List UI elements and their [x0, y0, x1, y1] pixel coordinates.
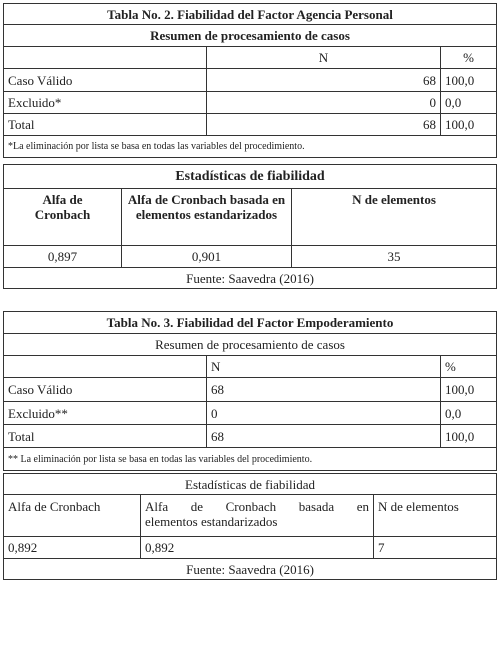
- tabla-2-title: Tabla No. 2. Fiabilidad del Factor Agencia Personal: [4, 4, 497, 25]
- tabla-2-resumen: [3, 3, 497, 158]
- tabla-3-v-alfa: 0,892: [4, 537, 141, 559]
- tabla-3-fuente: Fuente: Saavedra (2016): [4, 559, 497, 580]
- tabla-3-row-label: Caso Válido: [4, 378, 207, 402]
- tabla-3-header-n: N: [207, 356, 441, 378]
- tabla-2-v-alfa: 0,897: [4, 246, 122, 268]
- tabla-2-row-n: 68: [207, 69, 441, 92]
- tabla-2-row-pct: 0,0: [441, 92, 497, 114]
- tabla-2-header-pct: %: [441, 47, 497, 69]
- tabla-3-row-label: Total: [4, 425, 207, 448]
- tabla-2-header-empty: [4, 47, 207, 69]
- tabla-2-row-n: 68: [207, 114, 441, 136]
- tabla-3-resumen-title: Resumen de procesamiento de casos: [4, 334, 497, 356]
- tabla-2-v-n-elem: 35: [292, 246, 497, 268]
- tabla-3-header-pct: %: [441, 356, 497, 378]
- tabla-2-row-pct: 100,0: [441, 69, 497, 92]
- tabla-3-title: Tabla No. 3. Fiabilidad del Factor Empoderamiento: [4, 312, 497, 334]
- tabla-3-row-pct: 100,0: [441, 378, 497, 402]
- tabla-2-row-label: Excluido*: [4, 92, 207, 114]
- tabla-2-row-label: Total: [4, 114, 207, 136]
- tabla-3-estad-title: Estadísticas de fiabilidad: [4, 474, 497, 495]
- tabla-3-row-label: Excluido**: [4, 402, 207, 425]
- tabla-3-estadisticas: [3, 473, 497, 580]
- tabla-3-h-alfa-est: [141, 495, 374, 537]
- tabla-2-v-alfa-est: 0,901: [122, 246, 292, 268]
- tabla-3-v-n-elem: 7: [374, 537, 497, 559]
- tabla-3-header-empty: [4, 356, 207, 378]
- tabla-2-note: *La eliminación por lista se basa en todas las variables del procedimiento.: [4, 136, 497, 158]
- tabla-3-row-n: 0: [207, 402, 441, 425]
- tabla-3-h-n-elem: N de elementos: [374, 495, 497, 537]
- tabla-2-row-label: Caso Válido: [4, 69, 207, 92]
- tabla-3-h-alfa-est-line1: Alfa de Cronbach basada en: [145, 499, 369, 514]
- tabla-2-h-alfa: Alfa de Cronbach: [4, 189, 122, 246]
- tabla-3-row-pct: 0,0: [441, 402, 497, 425]
- tabla-2-row-n: 0: [207, 92, 441, 114]
- tabla-3-row-pct: 100,0: [441, 425, 497, 448]
- tabla-2-estadisticas: [3, 164, 497, 289]
- tabla-2-fuente: Fuente: Saavedra (2016): [4, 268, 497, 289]
- tabla-3-row-n: 68: [207, 378, 441, 402]
- tabla-2-resumen-title: Resumen de procesamiento de casos: [4, 25, 497, 47]
- tabla-3-v-alfa-est: 0,892: [141, 537, 374, 559]
- tabla-3-row-n: 68: [207, 425, 441, 448]
- tabla-2-header-n: N: [207, 47, 441, 69]
- tabla-3-h-alfa: Alfa de Cronbach: [4, 495, 141, 537]
- tabla-3-h-alfa-est-line2: elementos estandarizados: [145, 514, 278, 529]
- tabla-3-resumen: [3, 311, 497, 471]
- tabla-2-estad-title: Estadísticas de fiabilidad: [4, 165, 497, 189]
- tabla-2-h-n-elem: N de elementos: [292, 189, 497, 246]
- tabla-2-h-alfa-est: Alfa de Cronbach basada en elementos estandarizados: [122, 189, 292, 246]
- tabla-3-note: ** La eliminación por lista se basa en todas las variables del procedimiento.: [4, 448, 497, 471]
- tabla-2-row-pct: 100,0: [441, 114, 497, 136]
